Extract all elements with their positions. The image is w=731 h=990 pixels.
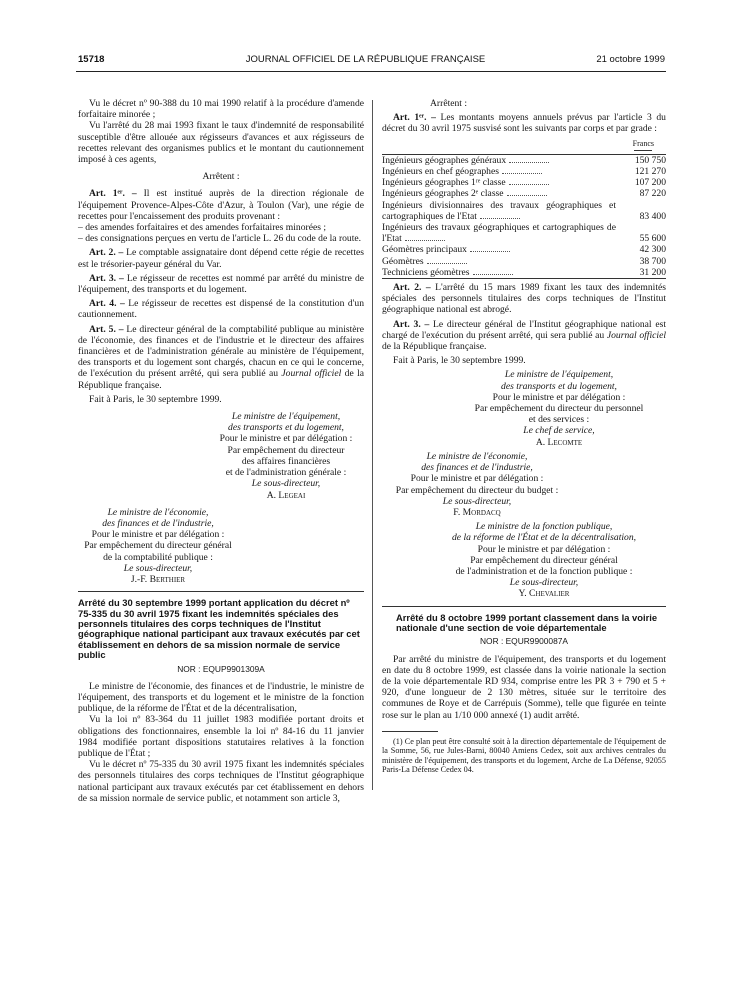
grade-cell: Ingénieurs géographes généraux bbox=[382, 154, 616, 166]
minister-line: Le ministre de l'économie, bbox=[426, 450, 528, 462]
list-item: – des consignations perçues en vertu de l'article L. 26 du code de la route. bbox=[78, 233, 362, 245]
article-2 bbox=[78, 247, 364, 269]
article-text: Le directeur général de l'Institut géographique national est chargé de l'exécution du présent arrêté, qui sera publié au bbox=[382, 318, 666, 341]
currency-unit: Francs bbox=[632, 138, 654, 148]
grade-cell: Ingénieurs en chef géographes bbox=[382, 166, 616, 177]
amount-cell: 121 270 bbox=[634, 166, 666, 178]
grade-cell: Ingénieurs divisionnaires des travaux géographiques et cartographiques de l'Etat bbox=[382, 199, 616, 222]
delegation-line: et de l'administration générale : bbox=[225, 467, 347, 479]
preamble-paragraph: Le ministre de l'économie, des finances et de l'industrie, le ministre de l'équipement, des transports et du logement et le ministre de la fonction publique, de la réforme de l'État et de la décentralisation, bbox=[78, 680, 364, 715]
fait-line: Fait à Paris, le 30 septembre 1999. bbox=[89, 393, 222, 405]
article-text: Le directeur général de la comptabilité publique au ministère de l'économie, des finances et de l'industrie et le directeur des affaires financières et de l'administration générale au ministère de l'équipement, des transports et du logement sont chargés, chacun en ce qui le concerne, de l'exécution du présent arrêté, qui sera publié au bbox=[78, 323, 365, 380]
signatory-title: Le sous-directeur, bbox=[251, 478, 321, 490]
journal-officiel-ref: Journal officiel bbox=[606, 329, 666, 341]
grade-cell: Ingénieurs géographes 1ʳᵉ classe bbox=[382, 177, 616, 188]
issue-date: 21 octobre 1999 bbox=[596, 54, 665, 65]
footnote-rule bbox=[382, 731, 438, 732]
minister-line: de la réforme de l'État et de la décentralisation, bbox=[451, 532, 637, 544]
amount-cell: 42 300 bbox=[639, 244, 666, 256]
minister-line: des finances et de l'industrie, bbox=[102, 517, 214, 529]
article-label: Art. 1ᵉʳ. – bbox=[89, 188, 137, 200]
amount-cell: 31 200 bbox=[639, 266, 666, 278]
page-number: 15718 bbox=[78, 54, 105, 65]
delegation-line: Par empêchement du directeur du budget : bbox=[395, 484, 559, 496]
signatory-name: J.-F. Berthier bbox=[130, 573, 186, 585]
dot-leader bbox=[507, 195, 547, 196]
journal-title: JOURNAL OFFICIEL DE LA RÉPUBLIQUE FRANÇAISE bbox=[245, 54, 486, 65]
table-row bbox=[382, 256, 666, 267]
dot-leader bbox=[427, 263, 467, 264]
indemnity-table bbox=[382, 154, 666, 279]
delegation-line: Par empêchement du directeur bbox=[227, 444, 345, 456]
dot-leader bbox=[405, 240, 445, 241]
fait-line: Fait à Paris, le 30 septembre 1999. bbox=[393, 355, 526, 367]
article-text: Le régisseur de recettes est dispensé de la constitution d'un cautionnement. bbox=[78, 298, 365, 321]
decree-title: Arrêté du 8 octobre 1999 portant classement dans la voirie nationale d'une section de voie départementale bbox=[396, 611, 658, 633]
signature-block bbox=[382, 369, 666, 447]
minister-line: des finances et de l'industrie, bbox=[421, 462, 533, 474]
delegation-line: de l'administration et de la fonction publique : bbox=[455, 565, 633, 577]
minister-line: Le ministre de la fonction publique, bbox=[475, 521, 613, 533]
delegation-line: des affaires financières bbox=[241, 455, 331, 467]
header-rule bbox=[76, 71, 666, 72]
list-item: – des amendes forfaitaires et des amendes forfaitaires minorées ; bbox=[78, 222, 327, 234]
signatory-title: Le chef de service, bbox=[523, 425, 595, 437]
amount-cell: 150 750 bbox=[634, 154, 666, 166]
article-label: Art. 5. – bbox=[89, 323, 124, 335]
decree-title: Arrêté du 30 septembre 1999 portant application du décret nº 75-335 du 30 avril 1975 fixant les indemnités spéciales des personnels titulaires des corps techniques de l'Institut géographique national participant aux travaux exécutés par cet établissement en dehors de sa mission normale de service public bbox=[78, 597, 360, 661]
decree-paragraph: Par arrêté du ministre de l'équipement, des transports et du logement en date du 8 octobre 1999, est classée dans la voirie nationale la section de la voie départementale RD 934, comprise entre les PR 3 + 790 et 5 + 920, d'une longueur de 2 130 mètres, située sur le territoire des communes de Roye et de Carrépuis (Somme), telle que figurée en teinte rose sur le plan au 1/10 000 annexé (1) audit arrêté. bbox=[382, 653, 666, 721]
dot-leader bbox=[509, 162, 549, 163]
minister-line: des transports et du logement, bbox=[228, 422, 344, 434]
signature-block bbox=[78, 507, 238, 585]
signatory-title: Le sous-directeur, bbox=[123, 562, 193, 574]
unit-underline bbox=[634, 150, 652, 151]
footnote: (1) Ce plan peut être consulté soit à la direction départementale de l'équipement de la Somme, 56, rue Jules-Barni, 80040 Amiens Cedex, soit aux archives centrales du ministère de l'équipement, des transports et du logement, Arche de La Défense, 92055 Paris-La Défense Cedex 04. bbox=[382, 736, 666, 774]
signatory-title: Le sous-directeur, bbox=[509, 577, 579, 589]
signature-block bbox=[78, 411, 364, 501]
table-row bbox=[382, 267, 666, 279]
signatory-name: Y. Chevalier bbox=[518, 588, 570, 600]
amount-cell: 87 220 bbox=[639, 188, 666, 200]
article-1 bbox=[78, 188, 364, 222]
article-1 bbox=[382, 112, 666, 134]
signatory-name: F. Mordacq bbox=[453, 506, 501, 518]
minister-line: des transports et du logement, bbox=[501, 380, 617, 392]
delegation-line: Pour le ministre et par délégation : bbox=[91, 529, 225, 541]
table-row bbox=[382, 222, 666, 244]
delegation-line: Par empêchement du directeur général bbox=[470, 554, 618, 566]
dot-leader bbox=[502, 173, 542, 174]
delegation-line: Par empêchement du directeur du personnel bbox=[474, 403, 644, 415]
article-3: Art. 3. – Le directeur général de l'Institut géographique national est chargé de l'exécution du présent arrêté, qui sera publié au Journal officiel de la République française. bbox=[382, 318, 666, 353]
article-text: Le régisseur de recettes est nommé par arrêté du ministre de l'équipement, des transports et du logement. bbox=[78, 272, 364, 296]
minister-line: Le ministre de l'équipement, bbox=[504, 369, 614, 381]
article-label: Art. 3. – bbox=[393, 318, 430, 330]
table-row bbox=[382, 200, 666, 222]
nor-reference: NOR : EQUR9900087A bbox=[480, 636, 568, 647]
signature-block bbox=[382, 521, 666, 599]
article-4 bbox=[78, 298, 364, 320]
signatory-name: A. Legeai bbox=[266, 489, 306, 501]
dot-leader bbox=[473, 274, 513, 275]
arretent-heading: Arrêtent : bbox=[202, 171, 240, 183]
delegation-line: de la comptabilité publique : bbox=[103, 551, 213, 563]
article-label: Art. 4. – bbox=[89, 298, 125, 310]
minister-line: Le ministre de l'équipement, bbox=[231, 411, 341, 423]
article-label: Art. 2. – bbox=[89, 247, 124, 259]
delegation-line: et des services : bbox=[528, 414, 590, 426]
preamble-paragraph: Vu le décret nº 75-335 du 30 avril 1975 fixant les indemnités spéciales des personnels titulaires des corps techniques de l'Institut géographique national participant aux travaux exécutés par cet établissement en dehors de sa mission normale de service public, et notamment son article 3, bbox=[78, 759, 364, 804]
delegation-line: Par empêchement du directeur général bbox=[84, 540, 232, 552]
vu-paragraph: Vu le décret nº 90-388 du 10 mai 1990 relatif à la procédure d'amende forfaitaire minorée ; bbox=[78, 98, 364, 121]
table-row bbox=[382, 177, 666, 188]
article-2 bbox=[382, 282, 666, 316]
amount-cell: 55 600 bbox=[639, 233, 666, 245]
article-text: Il est institué auprès de la direction régionale de l'équipement Provence-Alpes-Côte d'Azur, à Toulon (Var), une régie de recettes pour l'encaissement des produits provenant : bbox=[78, 188, 364, 222]
grade-cell: Ingénieurs géographes 2ᵉ classe bbox=[382, 188, 616, 199]
journal-officiel-ref: Journal officiel bbox=[281, 368, 342, 380]
nor-reference: NOR : EQUP9901309A bbox=[177, 663, 265, 674]
left-column bbox=[78, 98, 364, 804]
arretent-heading: Arrêtent : bbox=[430, 98, 468, 109]
dot-leader bbox=[509, 184, 549, 185]
right-column bbox=[382, 98, 666, 774]
signatory-title: Le sous-directeur, bbox=[442, 495, 512, 507]
grade-cell: Ingénieurs des travaux géographiques et cartographiques de l'Etat bbox=[382, 222, 616, 245]
article-label: Art. 3. – bbox=[89, 272, 124, 284]
signatory-name: A. Lecomte bbox=[535, 436, 583, 448]
article-5: Art. 5. – Le directeur général de la comptabilité publique au ministère de l'économie, des finances et de l'industrie et le directeur des affaires financières et de l'administration générale au ministère de l'équipement, des transports et du logement sont chargés, chacun en ce qui le concerne, de l'exécution du présent arrêté, qui sera publié au Journal officiel de la République française. bbox=[78, 323, 365, 391]
article-label: Art. 1ᵉʳ. – bbox=[393, 112, 436, 124]
grade-cell: Géomètres principaux bbox=[382, 244, 616, 255]
table-row bbox=[382, 154, 666, 166]
preamble-paragraph: Vu la loi nº 83-364 du 11 juillet 1983 modifiée portant droits et obligations des fonctionnaires, ensemble la loi nº 84-16 du 11 janvier 1984 modifiée portant dispositions statutaires relatives à la fonction publique de l'État ; bbox=[78, 714, 364, 759]
delegation-line: Pour le ministre et par délégation : bbox=[477, 543, 611, 555]
grade-cell: Géomètres bbox=[382, 256, 616, 267]
article-label: Art. 2. – bbox=[393, 282, 431, 294]
vu-paragraph: Vu l'arrêté du 28 mai 1993 fixant le taux d'indemnité de responsabilité susceptible d'être allouée aux régisseurs d'avances et aux régisseurs de recettes relevant des organismes publics et le montant du cautionnement imposé à ces agents, bbox=[78, 120, 364, 166]
dot-leader bbox=[470, 251, 510, 252]
amount-cell: 107 200 bbox=[634, 177, 666, 189]
table-row bbox=[382, 166, 666, 177]
signature-block bbox=[382, 451, 572, 518]
delegation-line: Pour le ministre et par délégation : bbox=[492, 391, 626, 403]
article-text: Les montants moyens annuels prévus par l'article 3 du décret du 30 avril 1975 susvisé sont les suivants par corps et par grade : bbox=[382, 112, 666, 135]
grade-cell: Techniciens géomètres bbox=[382, 267, 616, 279]
delegation-line: Pour le ministre et par délégation : bbox=[219, 433, 353, 445]
table-row bbox=[382, 188, 666, 199]
delegation-line: Pour le ministre et par délégation : bbox=[410, 473, 544, 485]
amount-cell: 83 400 bbox=[639, 210, 666, 222]
amount-cell: 38 700 bbox=[639, 255, 666, 267]
column-divider bbox=[372, 100, 373, 790]
minister-line: Le ministre de l'économie, bbox=[107, 506, 209, 518]
dot-leader bbox=[480, 218, 520, 219]
article-text: Le comptable assignataire dont dépend cette régie de recettes est le trésorier-payeur général du Var. bbox=[78, 247, 364, 270]
table-row bbox=[382, 244, 666, 255]
article-text: L'arrêté du 15 mars 1989 fixant les taux des indemnités spéciales des personnels titulaires des corps techniques de l'Institut géographique national est abrogé. bbox=[382, 282, 667, 316]
article-3 bbox=[78, 273, 364, 295]
